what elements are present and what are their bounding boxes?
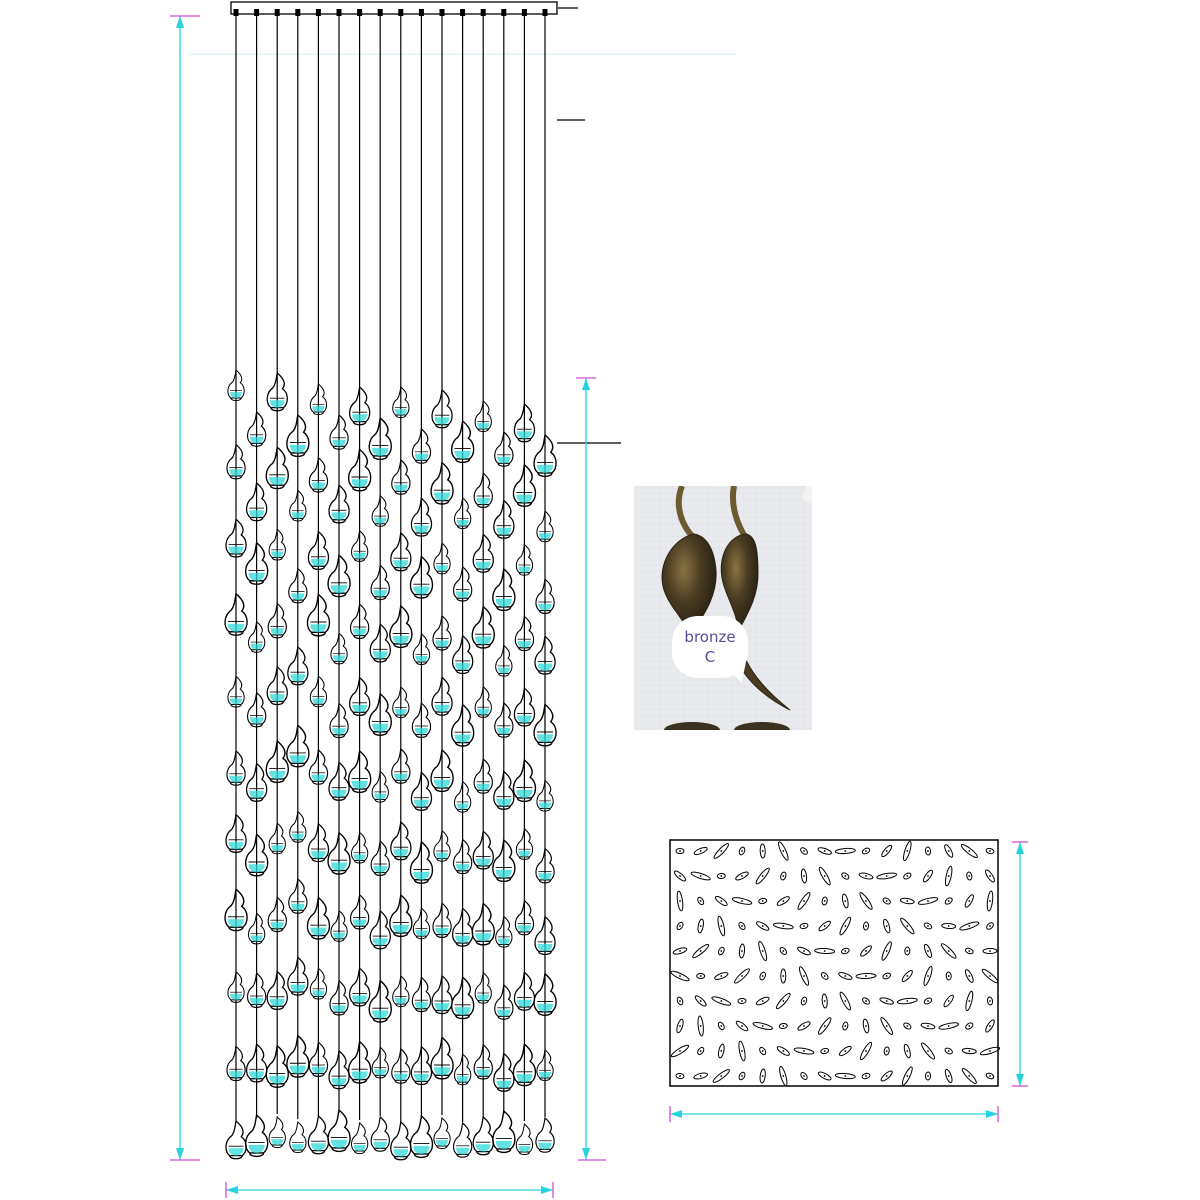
plan-crystal-center (803, 850, 805, 852)
plan-crystal-center (741, 875, 743, 877)
crystal-drop (473, 1117, 493, 1155)
plan-crystal-center (741, 975, 743, 977)
crystal-drop (410, 1116, 432, 1157)
plan-crystal-center (927, 1025, 929, 1027)
strand-mount (481, 9, 486, 16)
plan-crystal-center (906, 975, 908, 977)
plan-crystal-center (720, 925, 722, 927)
strand-mount (337, 9, 342, 16)
plan-crystal-center (700, 875, 702, 877)
plan-crystal-center (700, 1000, 702, 1002)
plan-crystal-center (803, 875, 805, 877)
plan-crystal-center (865, 925, 867, 927)
plan-crystal-center (720, 975, 722, 977)
plan-crystal-center (906, 1050, 908, 1052)
plan-crystal-center (968, 875, 970, 877)
plan-crystal-center (824, 975, 826, 977)
plan-crystal-center (886, 1050, 888, 1052)
plan-crystal-center (844, 850, 846, 852)
plan-crystal-center (844, 975, 846, 977)
plan-crystal-center (700, 900, 702, 902)
plan-crystal-center (948, 900, 950, 902)
strand-mount (357, 9, 362, 16)
plan-crystal-center (803, 950, 805, 952)
plan-crystal-center (948, 1000, 950, 1002)
plan-crystal-center (948, 975, 950, 977)
plan-crystal-center (803, 925, 805, 927)
pendant-strands (225, 9, 556, 1160)
plan-crystal-center (824, 1075, 826, 1077)
plan-crystal-center (803, 900, 805, 902)
plan-crystal-center (803, 975, 805, 977)
plan-crystal-center (700, 1075, 702, 1077)
plan-crystal-center (865, 1000, 867, 1002)
plan-crystal-center (824, 925, 826, 927)
strand-mount (440, 9, 445, 16)
plan-crystal-center (679, 925, 681, 927)
plan-crystal-center (906, 950, 908, 952)
plan-crystal-center (824, 950, 826, 952)
plan-crystal-center (762, 1050, 764, 1052)
plan-crystal-center (886, 1075, 888, 1077)
plan-crystal-center (720, 1025, 722, 1027)
plan-crystal-center (906, 900, 908, 902)
plan-crystal-center (968, 850, 970, 852)
plan-crystal-center (886, 900, 888, 902)
plan-crystal-center (762, 1025, 764, 1027)
plan-crystal-center (968, 1000, 970, 1002)
strand-mount (543, 9, 548, 16)
plan-crystal-center (989, 850, 991, 852)
crystal-drop (434, 1118, 450, 1149)
plan-crystal-center (844, 925, 846, 927)
strand-mount (316, 9, 321, 16)
plan-crystal-center (989, 975, 991, 977)
plan-crystal-center (679, 1000, 681, 1002)
strand-mount (254, 9, 259, 16)
plan-crystal-center (803, 1075, 805, 1077)
strand-mount (275, 9, 280, 16)
plan-crystal-center (968, 1025, 970, 1027)
plan-crystal-center (762, 900, 764, 902)
strand-mount (501, 9, 506, 16)
plan-crystal-center (720, 850, 722, 852)
crystal-drop (536, 1118, 554, 1152)
plan-crystal-center (927, 850, 929, 852)
plan-crystal-center (989, 875, 991, 877)
plan-crystal-center (741, 900, 743, 902)
plan-crystal-center (762, 925, 764, 927)
plan-crystal-center (720, 900, 722, 902)
plan-crystal-center (824, 1000, 826, 1002)
plan-crystal-center (968, 900, 970, 902)
plan-crystal-center (741, 925, 743, 927)
crystal-drop (454, 1123, 472, 1157)
plan-crystal-center (700, 975, 702, 977)
plan-crystal-center (927, 925, 929, 927)
plan-crystal-center (989, 1075, 991, 1077)
plan-crystal-center (865, 900, 867, 902)
plan-crystal-center (927, 1050, 929, 1052)
plan-crystal-center (844, 1050, 846, 1052)
plan-crystal-center (741, 1050, 743, 1052)
plan-crystal-center (782, 1050, 784, 1052)
plan-crystal-center (679, 1025, 681, 1027)
plan-crystal-center (886, 1000, 888, 1002)
material-label-line1: bronze (684, 628, 736, 646)
material-label-line2: C (704, 648, 716, 666)
plan-crystal-center (906, 850, 908, 852)
plan-crystal-center (679, 850, 681, 852)
plan-crystal-center (865, 1025, 867, 1027)
plan-crystal-center (906, 875, 908, 877)
plan-crystal-center (782, 900, 784, 902)
plan-crystal-center (844, 950, 846, 952)
plan-crystal-center (948, 1075, 950, 1077)
bronze-pendant-illustration (634, 486, 812, 730)
plan-crystal-center (700, 950, 702, 952)
plan-view (670, 840, 1000, 1086)
plan-crystal-center (968, 925, 970, 927)
plan-crystal-center (844, 875, 846, 877)
plan-crystal-center (844, 1025, 846, 1027)
overall-width-dimension (226, 1182, 553, 1198)
plan-crystal-center (762, 850, 764, 852)
plan-crystal-center (782, 950, 784, 952)
plan-crystal-center (782, 850, 784, 852)
plan-crystal-center (762, 1000, 764, 1002)
plan-crystal-center (886, 875, 888, 877)
plan-crystal-center (927, 1000, 929, 1002)
plan-crystal-center (782, 975, 784, 977)
plan-crystal-center (782, 925, 784, 927)
bronze-sample-photo (634, 486, 812, 730)
strand-mount (398, 9, 403, 16)
plan-crystal-center (989, 925, 991, 927)
plan-crystal-center (679, 975, 681, 977)
plan-crystal-center (741, 950, 743, 952)
plan-crystal-center (803, 1050, 805, 1052)
crystal-drop (371, 1117, 389, 1151)
plan-crystal-center (741, 1075, 743, 1077)
strand-mount (522, 9, 527, 16)
plan-crystal-center (968, 950, 970, 952)
plan-crystal-center (886, 1025, 888, 1027)
plan-crystal-center (679, 875, 681, 877)
plan-crystal-center (927, 950, 929, 952)
plan-crystal-center (968, 975, 970, 977)
plan-crystal-center (865, 950, 867, 952)
strand-mount (234, 9, 239, 16)
plan-crystal-center (679, 1075, 681, 1077)
plan-crystal-center (927, 1075, 929, 1077)
plan-crystal-center (886, 925, 888, 927)
plan-crystal-center (824, 1050, 826, 1052)
crystal-drop (328, 1110, 350, 1151)
plan-crystal-center (700, 850, 702, 852)
plan-crystal-center (741, 1000, 743, 1002)
crystal-drop (308, 1116, 328, 1154)
plan-crystal-center (906, 1075, 908, 1077)
plan-crystal-center (906, 1000, 908, 1002)
plan-depth-dimension (1012, 842, 1028, 1086)
plan-crystal-center (762, 1075, 764, 1077)
crystal-drop (391, 1122, 411, 1160)
plan-crystal-center (741, 850, 743, 852)
plan-crystal-center (865, 875, 867, 877)
plan-width-dimension (670, 1106, 998, 1122)
plan-crystal-center (948, 1050, 950, 1052)
plan-crystal-center (700, 925, 702, 927)
plan-crystal-center (700, 1025, 702, 1027)
plan-crystal-center (679, 900, 681, 902)
plan-crystal-center (844, 1000, 846, 1002)
plan-crystal-center (824, 1025, 826, 1027)
plan-crystal-center (886, 850, 888, 852)
plan-crystal-center (679, 950, 681, 952)
plan-crystal-center (886, 950, 888, 952)
plan-crystal-center (968, 1050, 970, 1052)
plan-crystal-center (824, 900, 826, 902)
plan-crystal-center (720, 1050, 722, 1052)
plan-crystal-center (865, 1075, 867, 1077)
strand-mount (419, 9, 424, 16)
plan-crystal-center (968, 1075, 970, 1077)
plan-crystal-center (824, 850, 826, 852)
plan-crystal-center (927, 900, 929, 902)
plan-crystal-center (927, 975, 929, 977)
plan-crystal-center (720, 950, 722, 952)
plan-crystal-center (803, 1025, 805, 1027)
plan-crystal-center (989, 1000, 991, 1002)
plan-crystal-center (948, 925, 950, 927)
plan-crystal-center (844, 900, 846, 902)
plan-crystal-center (906, 1025, 908, 1027)
crystal-drop (290, 1122, 306, 1153)
plan-crystal-center (782, 1025, 784, 1027)
plan-crystal-center (886, 975, 888, 977)
crystal-drop (493, 1111, 515, 1152)
strand-mount (378, 9, 383, 16)
overall-height-dimension (170, 16, 200, 1160)
crystal-drop (351, 1123, 367, 1154)
plan-crystal-center (865, 975, 867, 977)
plan-crystal-center (782, 1000, 784, 1002)
crystal-drop (226, 1121, 246, 1159)
plan-crystal-center (803, 1000, 805, 1002)
plan-crystal-center (741, 1025, 743, 1027)
plan-crystal-center (762, 975, 764, 977)
plan-crystal-center (865, 850, 867, 852)
plan-crystal-center (927, 875, 929, 877)
plan-crystal-center (762, 875, 764, 877)
plan-crystal-center (989, 1050, 991, 1052)
plan-crystal-center (720, 875, 722, 877)
plan-crystal-center (906, 925, 908, 927)
plan-crystal-center (700, 1050, 702, 1052)
plan-crystal-center (865, 1050, 867, 1052)
plan-crystal-center (762, 950, 764, 952)
plan-crystal-center (720, 1000, 722, 1002)
plan-crystal-center (989, 900, 991, 902)
plan-crystal-center (679, 1050, 681, 1052)
plan-crystal-center (948, 950, 950, 952)
strand-mount (460, 9, 465, 16)
plan-crystal-center (989, 1025, 991, 1027)
crystal-drop (516, 1124, 532, 1155)
strand-mount (295, 9, 300, 16)
plan-crystal-center (782, 1075, 784, 1077)
crystal-zone-height-dimension (576, 378, 606, 1160)
plan-crystal-center (948, 875, 950, 877)
crystal-drop (246, 1115, 268, 1156)
plan-crystal-center (782, 875, 784, 877)
plan-crystal-center (948, 850, 950, 852)
plan-crystal-center (824, 875, 826, 877)
plan-crystal-center (948, 1025, 950, 1027)
plan-crystal-center (989, 950, 991, 952)
plan-crystal-center (844, 1075, 846, 1077)
plan-crystal-center (720, 1075, 722, 1077)
crystal-drop (269, 1117, 285, 1148)
